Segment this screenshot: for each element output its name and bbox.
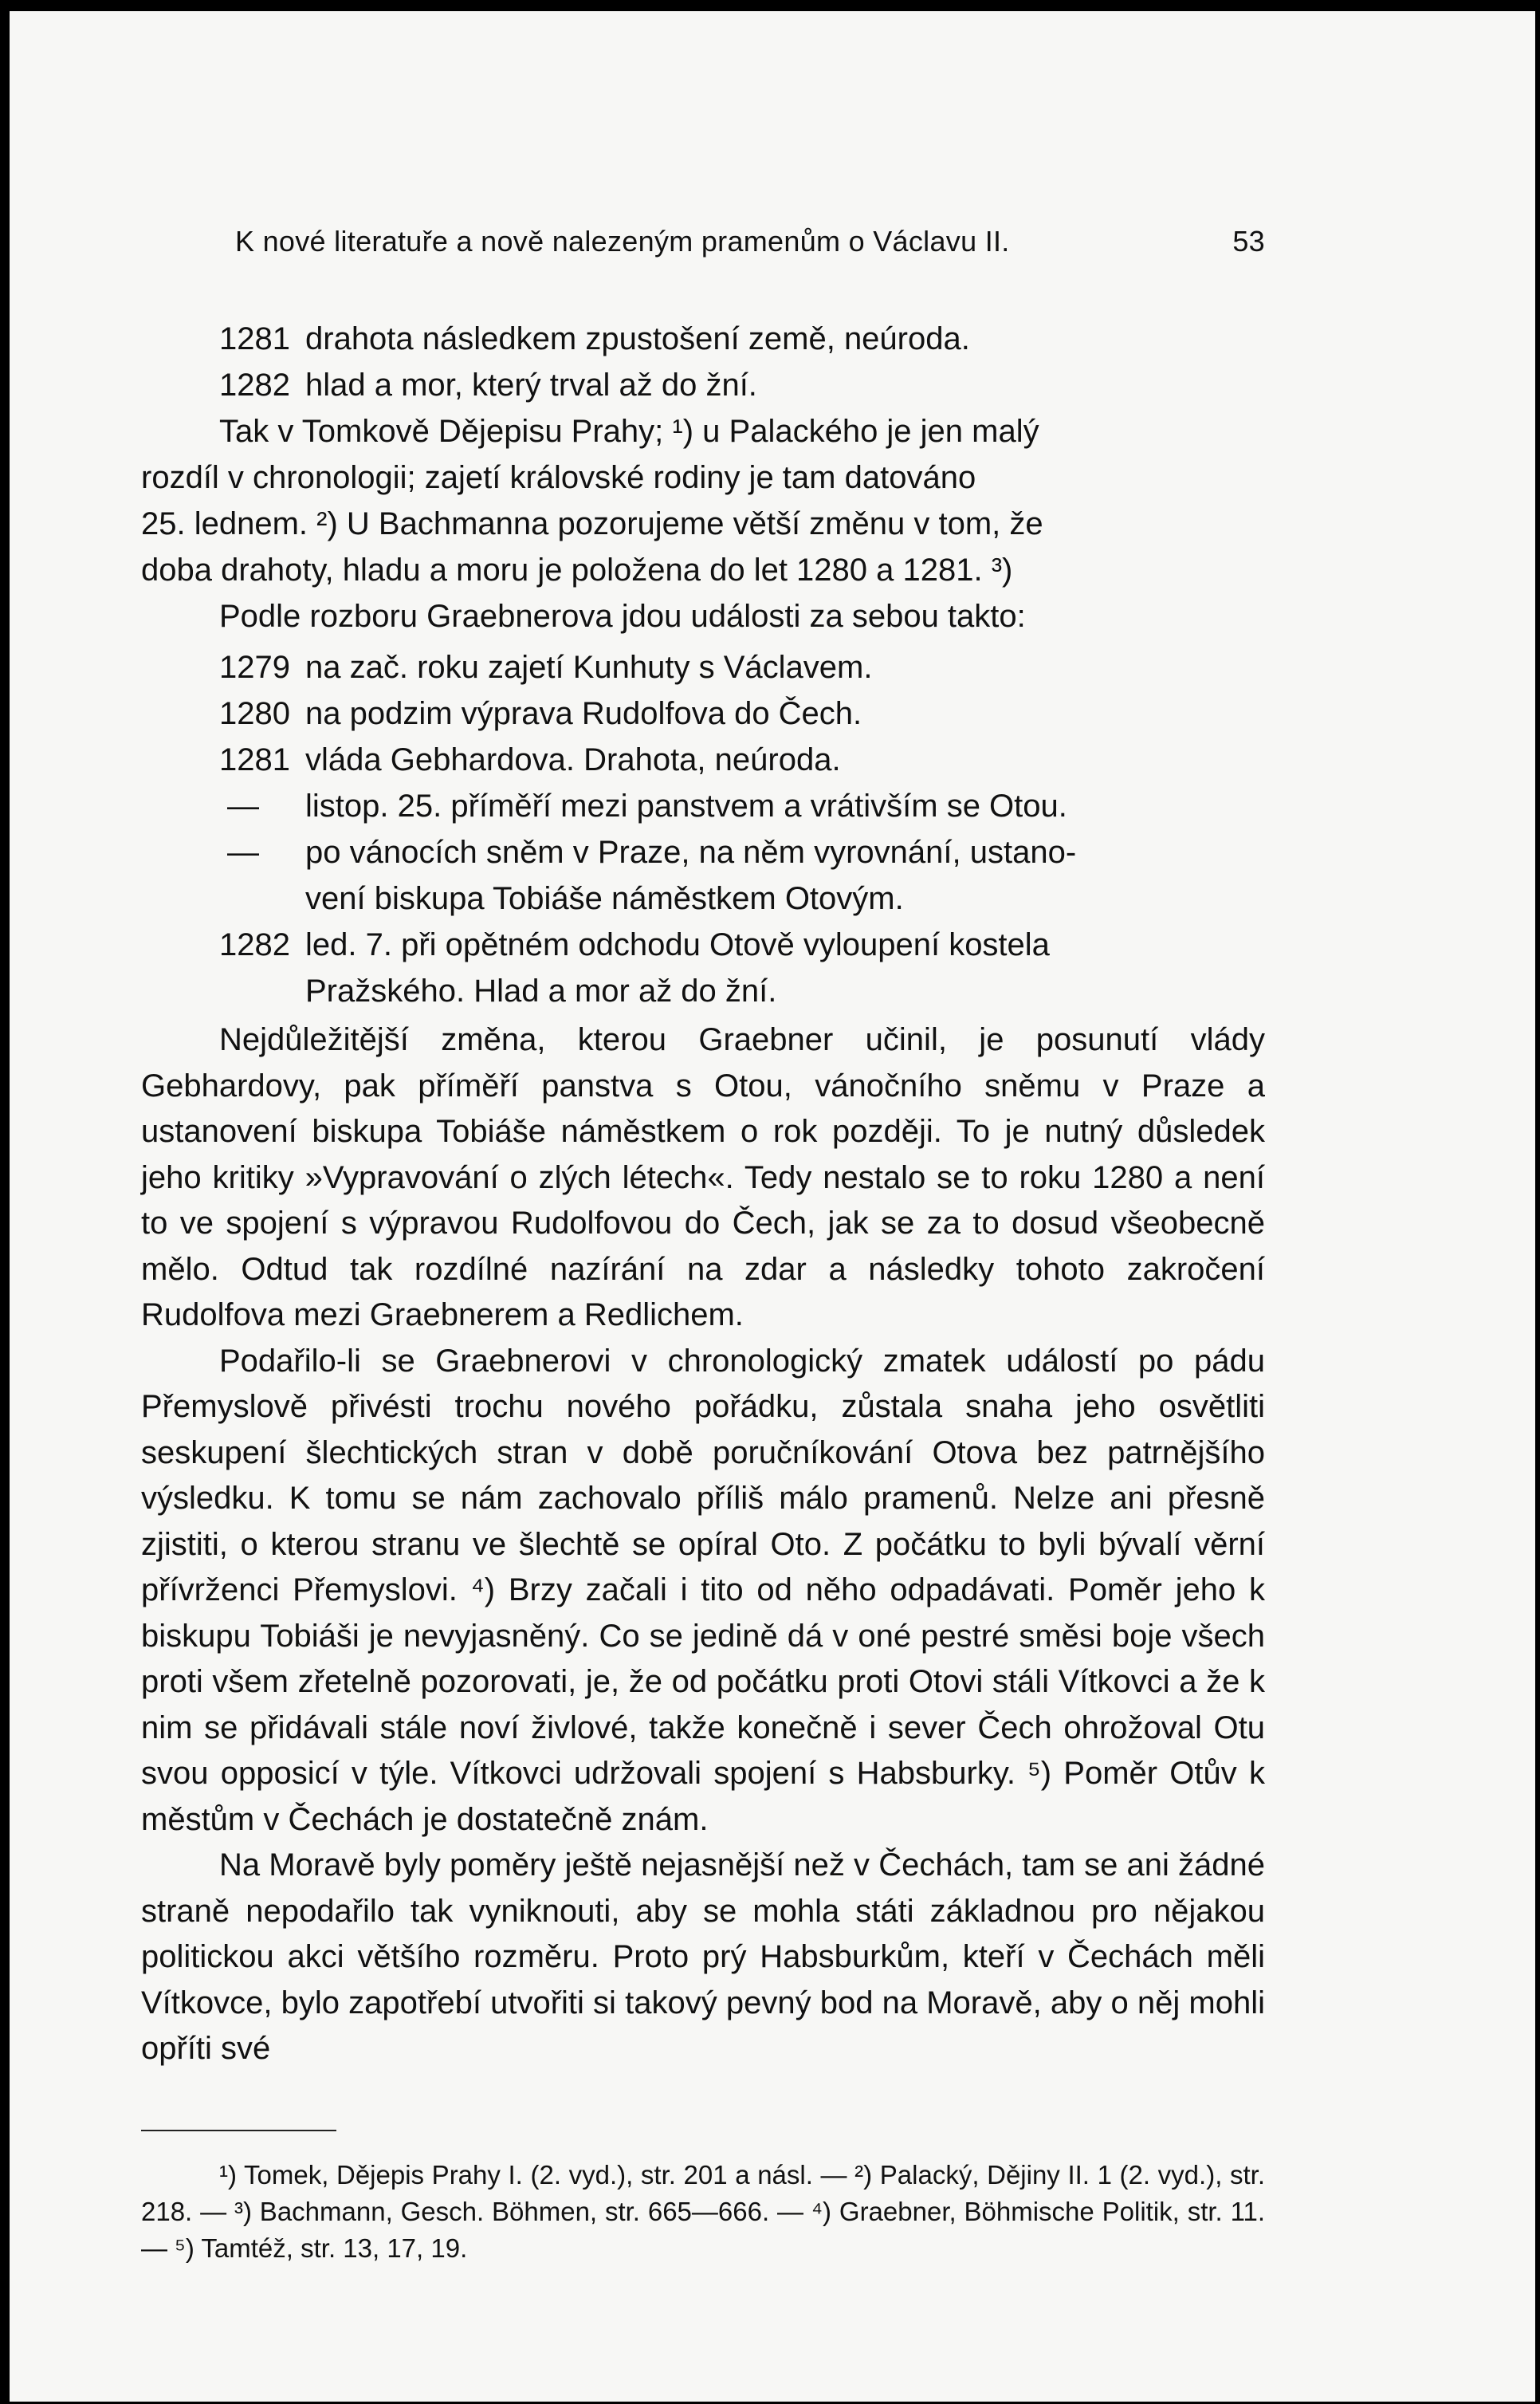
entry-text: hlad a mor, který trval až do žní. (305, 368, 757, 403)
paragraph: Nejdůležitější změna, kterou Graebner učinil, je posunutí vlády Gebhardovy, pak příměří panstva s Otou, vánočního sněmu v Praze a ustanovení biskupa Tobiáše náměstkem o rok později. To je nutný důsledek jeho kritiky »Vypravování o zlých létech«. Tedy nestalo se to roku 1280 a není to ve spojení s výpravou Rudolfovou do Čech, jak se za to dosud všeobecně mělo. Odtud tak rozdílné nazírání na zdar a následky tohoto zakročení Rudolfova mezi Graebnerem a Redlichem. (141, 1022, 1265, 1332)
entry-text: na zač. roku zajetí Kunhuty s Václavem. (305, 650, 873, 685)
text-line: rozdíl v chronologii; zajetí královské rodiny je tam datováno (141, 460, 976, 495)
page-content (141, 225, 1265, 2267)
chronology-entry (219, 737, 1265, 783)
entry-text: po vánocích sněm v Praze, na něm vyrovnání, ustano- (305, 835, 1077, 870)
entry-dash: — (227, 789, 259, 824)
entry-dash: — (227, 835, 259, 870)
text-line: Tak v Tomkově Dějepisu Prahy; ¹) u Palackého je jen malý (219, 414, 1039, 449)
chronology-entry-continued (219, 875, 1265, 922)
paragraph: Podařilo-li se Graebnerovi v chronologický zmatek událostí po pádu Přemyslově přivésti trochu nového pořádku, zůstala snaha jeho osvětliti seskupení šlechtických stran v době poručníkování Otova bez patrnějšího výsledku. K tomu se nám zachovalo příliš málo pramenů. Nelze ani přesně zjistiti, o kterou stranu ve šlechtě se opíral Oto. Z počátku to byli bývalí věrní přívrženci Přemyslovi. ⁴) Brzy začali i tito od něho odpadávati. Poměr jeho k biskupu Tobiáši je nevyjasněný. Co se jedině dá v oné pestré směsi boje všech proti všem zřetelně pozorovati, je, že od počátku proti Otovi stáli Vítkovci a že k nim se přidávali stále noví živlové, takže konečně i sever Čech ohrožoval Otu svou opposicí v týle. Vítkovci udržovali spojení s Habsburky. ⁵) Poměr Otův k městům v Čechách je dostatečně znám. (141, 1343, 1265, 1837)
text-line: doba drahoty, hladu a moru je položena do let 1280 a 1281. ³) (141, 553, 1013, 588)
running-header (141, 225, 1265, 258)
entry-text: drahota následkem zpustošení země, neúroda. (305, 321, 970, 356)
entry-year: 1279 (219, 650, 290, 685)
paragraph-intro (141, 408, 1265, 639)
top-entry (219, 362, 1265, 408)
chronology-entry (219, 691, 1265, 737)
running-title: K nové literatuře a nově nalezeným pramenům o Václavu II. (235, 225, 1010, 258)
text-line: Podle rozboru Graebnerova jdou události za sebou takto: (219, 599, 1026, 634)
paragraph: Na Moravě byly poměry ještě nejasnější než v Čechách, tam se ani žádné straně nepodařilo tak vyniknouti, aby se mohla státi základnou pro nějakou politickou akci většího rozměru. Proto prý Habsburkům, kteří v Čechách měli Vítkovce, bylo zapotřebí utvořiti si takový pevný bod na Moravě, aby o něj mohli opříti své (141, 1847, 1265, 2066)
entry-year: 1280 (219, 696, 290, 731)
entry-year: 1282 (219, 927, 290, 962)
entry-text: listop. 25. příměří mezi panstvem a vrátivším se Otou. (305, 789, 1067, 824)
chronology-entry (219, 922, 1265, 968)
chronology-entry (219, 644, 1265, 691)
chronology-entry (219, 829, 1265, 875)
text-line: 25. lednem. ²) U Bachmanna pozorujeme větší změnu v tom, že (141, 506, 1043, 541)
entry-year: 1282 (219, 368, 290, 403)
book-page (10, 11, 1535, 2402)
entry-text: led. 7. při opětném odchodu Otově vyloupení kostela (305, 927, 1050, 962)
chronology-entry-continued (219, 968, 1265, 1014)
chronology-entry (219, 783, 1265, 829)
entry-year: 1281 (219, 321, 290, 356)
entry-text: vení biskupa Tobiáše náměstkem Otovým. (305, 881, 904, 916)
footnote-divider (141, 2130, 336, 2131)
entry-text: vláda Gebhardova. Drahota, neúroda. (305, 742, 841, 777)
entry-year: 1281 (219, 742, 290, 777)
top-entry (219, 316, 1265, 362)
top-entries (141, 316, 1265, 408)
footnotes: ¹) Tomek, Dějepis Prahy I. (2. vyd.), str. 201 a násl. — ²) Palacký, Dějiny II. 1 (2. vyd.), str. 218. — ³) Bachmann, Gesch. Böhmen, str. 665—666. — ⁴) Graebner, Böhmische Politik, str. 11. — ⁵) Tamtéž, str. 13, 17, 19. (141, 2159, 1265, 2263)
entry-text: na podzim výprava Rudolfova do Čech. (305, 696, 862, 731)
page-number: 53 (1232, 225, 1265, 258)
chronology-list (141, 644, 1265, 1014)
entry-text: Pražského. Hlad a mor až do žní. (305, 974, 777, 1009)
